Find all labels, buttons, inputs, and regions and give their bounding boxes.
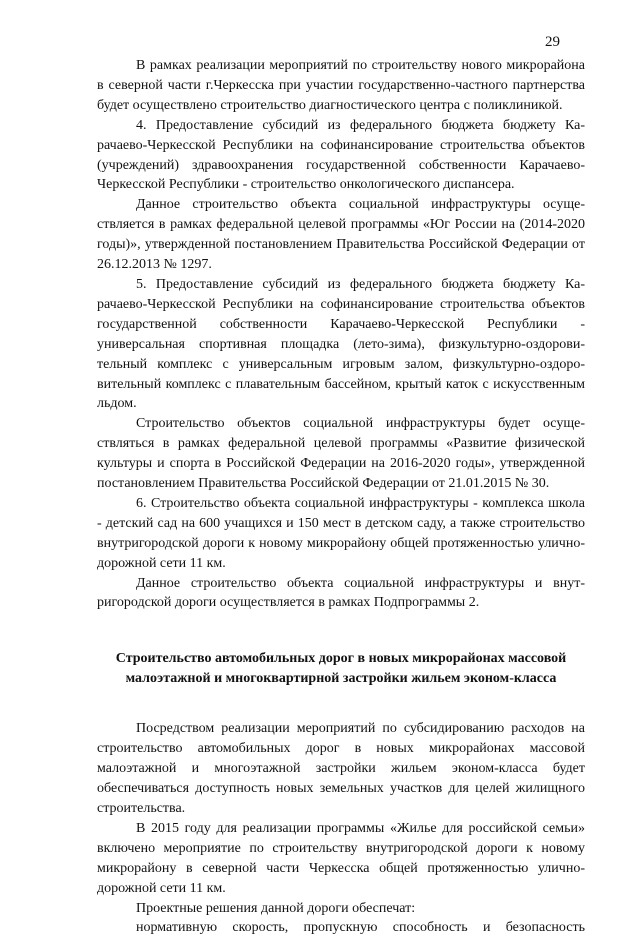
paragraph: 4. Предоставление субсидий из федерального бюджета бюджету Карачаево-Черкесской Республики на софинансирование строительства объектов (учреждений) здравоохранения государственной собственности Карачаево-Черкесской Республики - строительство онкологического диспансера. (97, 117, 585, 193)
paragraph: 5. Предоставление субсидий из федерального бюджета бюджету Карачаево-Черкесской Республики на софинансирование строительства объектов государственной собственности Карачаево-Черкесской Республики - универсальная спортивная площадка (лето-зима), физкультурно-оздоровительный комплекс с универсальным игровым залом, физкультурно-оздоровительный комплекс с плавательным бассейном, крытый каток с искусственным льдом. (97, 276, 585, 412)
paragraph: В 2015 году для реализации программы «Жилье для российской семьи» включено мероприятие по строительству внутригородской дороги к новому микрорайону в северной части Черкесска общей протяженностью улично-дорожной сети 11 км. (97, 820, 585, 896)
section-heading-line: малоэтажной и многоквартирной застройки жильем эконом-класса (125, 671, 557, 687)
paragraph: 6. Строительство объекта социальной инфраструктуры - комплекса школа - детский сад на 600 учащихся и 150 мест в детском саду, а также строительство внутригородской дороги к новому микрорайону общей протяженностью улично-дорожной сети 11 км. (97, 495, 585, 571)
paragraph: Посредством реализации мероприятий по субсидированию расходов на строительство автомобильных дорог в новых микрорайонах массовой малоэтажной и многоэтажной застройки жильем эконом-класса будет обеспечиваться доступность новых земельных участков для целей жилищного строительства. (97, 721, 585, 816)
section-heading-line: Строительство автомобильных дорог в новых микрорайонах массовой (115, 651, 567, 667)
section-heading (97, 649, 585, 689)
paragraph: Данное строительство объекта социальной инфраструктуры и внутригородской дороги осуществляется в рамках Подпрограммы 2. (97, 575, 585, 611)
paragraph: Проектные решения данной дороги обеспечат: (136, 900, 416, 916)
paragraph: Строительство объектов социальной инфраструктуры будет осуществляться в рамках федеральной целевой программы «Развитие физической культуры и спорта в Российской Федерации на 2016-2020 годы», утвержденной постановлением Правительства Российской Федерации от 21.01.2015 № 30. (97, 416, 585, 492)
paragraph: Данное строительство объекта социальной инфраструктуры осуществляется в рамках федеральной целевой программы «Юг России на (2014-2020 годы)», утвержденной постановлением Правительства Российской Федерации от 26.12.2013 № 1297. (97, 197, 585, 273)
paragraph: В рамках реализации мероприятий по строительству нового микрорайона в северной части г.Черкесска при участии государственно-частного партнерства будет осуществлено строительство диагностического центра с поликлиникой. (97, 58, 585, 113)
page-number: 29 (545, 34, 560, 50)
paragraph: нормативную скорость, пропускную способность и безопасность (136, 920, 585, 936)
document-body (97, 56, 585, 938)
